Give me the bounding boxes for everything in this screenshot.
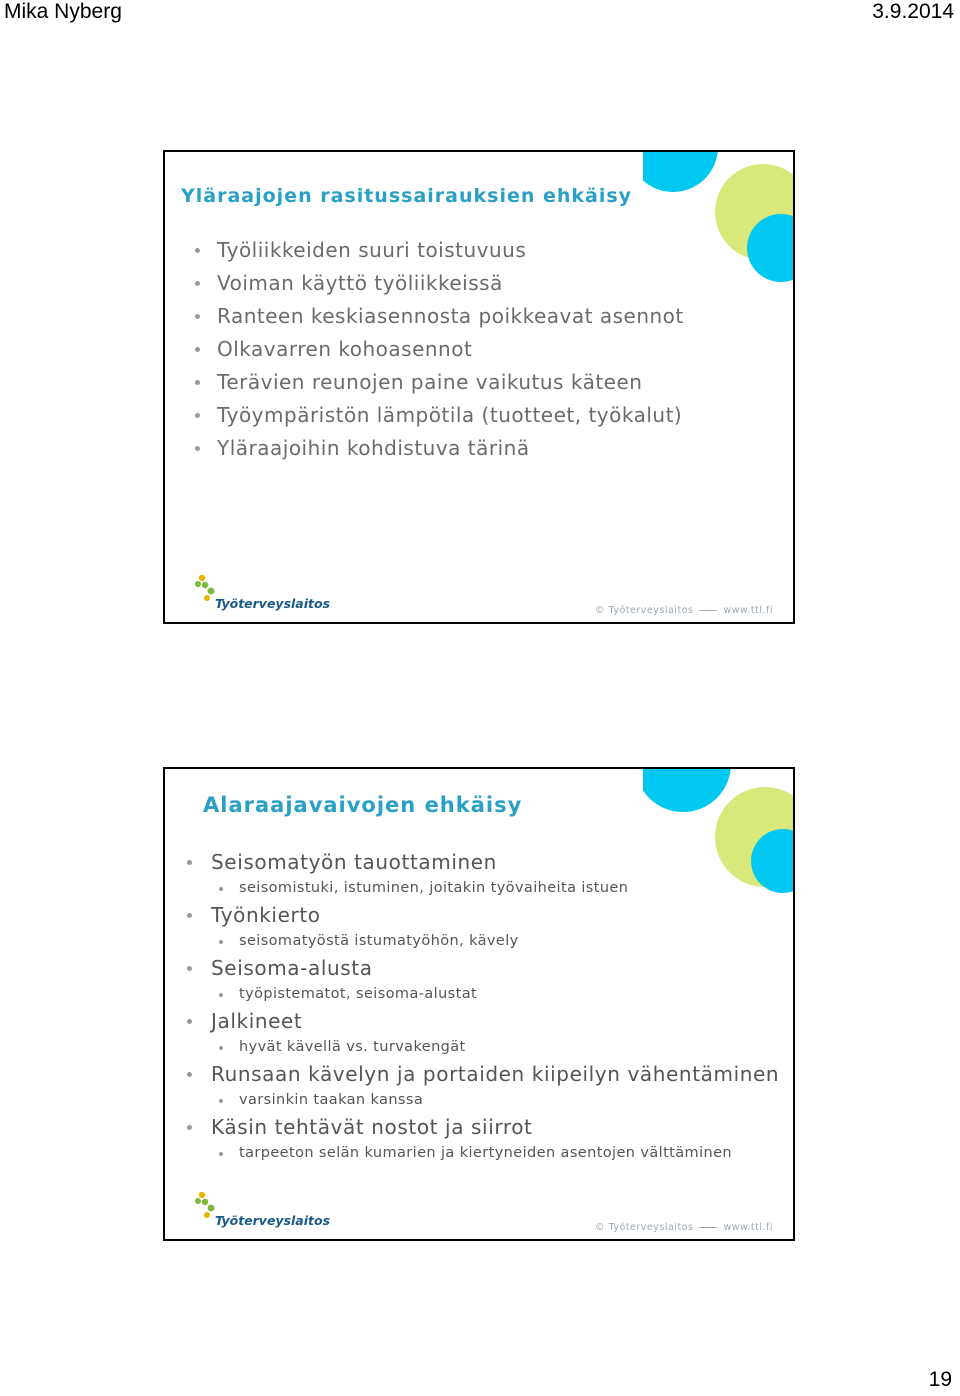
sub-list-item: varsinkin taakan kanssa	[185, 1087, 779, 1114]
list-item: Jalkineet	[185, 1008, 779, 1034]
list-item: Työympäristön lämpötila (tuotteet, työkalut)	[193, 399, 684, 432]
sub-list-item: seisomistuki, istuminen, joitakin työvaiheita istuen	[185, 875, 779, 902]
list-item: Olkavarren kohoasennot	[193, 333, 684, 366]
footer-copyright: © Työterveyslaitos	[595, 1222, 694, 1233]
list-item: Runsaan kävelyn ja portaiden kiipeilyn vähentäminen	[185, 1061, 779, 1087]
sub-list-item: työpistematot, seisoma-alustat	[185, 981, 779, 1008]
list-item: Voiman käyttö työliikkeissä	[193, 267, 684, 300]
list-item: Työliikkeiden suuri toistuvuus	[193, 234, 684, 267]
list-item: Seisomatyön tauottaminen	[185, 849, 779, 875]
slide-footer	[595, 1222, 773, 1233]
sub-list-item: tarpeeton selän kumarien ja kiertyneiden asentojen välttäminen	[185, 1140, 779, 1167]
logo-text: Työterveyslaitos	[215, 1213, 331, 1228]
logo-text: Työterveyslaitos	[215, 596, 331, 611]
slide-title: Yläraajojen rasitussairauksien ehkäisy	[181, 185, 633, 207]
page-number: 19	[928, 1368, 952, 1391]
slide-2	[163, 767, 795, 1241]
list-item: Seisoma-alusta	[185, 955, 779, 981]
list-item: Käsin tehtävät nostot ja siirrot	[185, 1114, 779, 1140]
list-item: Ranteen keskiasennosta poikkeavat asennot	[193, 300, 684, 333]
list-item: Yläraajoihin kohdistuva tärinä	[193, 432, 684, 465]
sub-list-item: seisomatyöstä istumatyöhön, kävely	[185, 928, 779, 955]
footer-url: www.ttl.fi	[723, 605, 773, 616]
author-name: Mika Nyberg	[4, 0, 122, 23]
ttl-logo	[193, 572, 331, 616]
slide-1	[163, 150, 795, 624]
slide-footer	[595, 605, 773, 616]
footer-url: www.ttl.fi	[723, 1222, 773, 1233]
bullet-list	[193, 234, 684, 465]
list-item: Työnkierto	[185, 902, 779, 928]
slide-title: Alaraajavaivojen ehkäisy	[203, 793, 523, 817]
ttl-logo	[193, 1189, 331, 1233]
sub-list-item: hyvät kävellä vs. turvakengät	[185, 1034, 779, 1061]
date: 3.9.2014	[872, 0, 954, 23]
footer-copyright: © Työterveyslaitos	[595, 605, 694, 616]
list-item: Terävien reunojen paine vaikutus käteen	[193, 366, 684, 399]
bullet-list	[185, 849, 779, 1167]
